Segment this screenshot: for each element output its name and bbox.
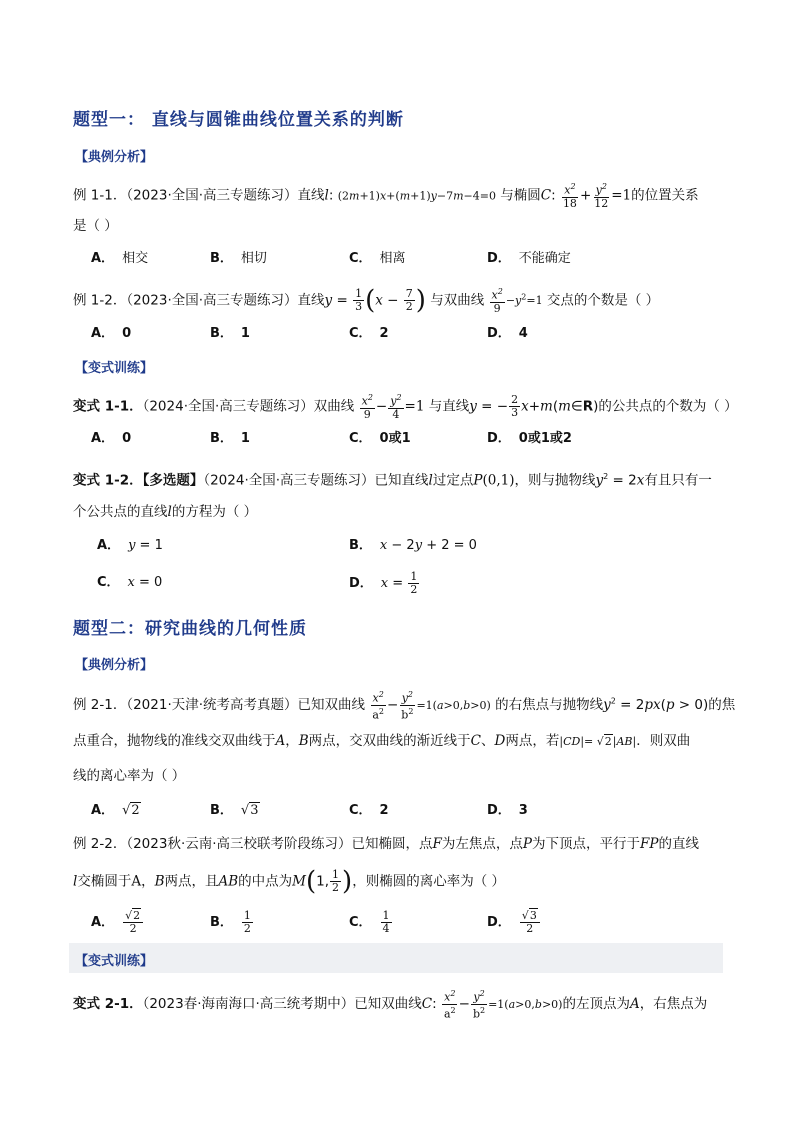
ex2-1-option-d[interactable]: D． 3 <box>487 803 528 818</box>
example-2-2-line2: l交椭圆于A，B两点，且AB的中点为M(1, $\frac{1}{2}$ )，则椭圆的离心率为（ ） <box>73 866 505 897</box>
tag-example-2: 【典例分析】 <box>75 658 154 673</box>
tag-example-1: 【典例分析】 <box>75 150 154 165</box>
example-1-1-line2: 是（ ） <box>73 218 118 234</box>
ex1-1-option-c[interactable]: C． 相离 <box>349 251 406 266</box>
variant-1-2-line2: 个公共点的直线l的方程为（ ） <box>73 504 258 520</box>
variant-2-1: 变式 2-1．（2023春·海南海口·高三统考期中）已知双曲线C: $\frac{x^2}{a^2}$ − $\frac{y^2}{b^2}$ =1(a>0,b>0)的左顶点为A，右焦点为 <box>73 989 708 1021</box>
ex2-2-option-a[interactable]: A． $\frac{√2}{2}$ <box>91 910 144 935</box>
var1-2-option-d[interactable]: D． x = $\frac{1}{2}$ <box>349 570 418 596</box>
variant-1-2: 变式 1-2．【多选题】（2024·全国·高三专题练习）已知直线l过定点P(0,1)，则与抛物线$y^2 = 2x$有且只有一 <box>73 472 712 489</box>
var1-2-option-c[interactable]: C． x = 0 <box>97 575 163 590</box>
tag-practice-2: 【变式训练】 <box>75 954 154 969</box>
var1-2-option-a[interactable]: A． y = 1 <box>97 538 163 553</box>
var1-1-option-c[interactable]: C． 0或1 <box>349 431 411 446</box>
example-1-1: 例 1-1．（2023·全国·高三专题练习）直线l: (2m+1)x+(m+1)y−7m−4=0 与椭圆C: $\frac{x^2}{18}$ + $\frac{y^2}{12}$ =1的位置关系 <box>73 182 699 210</box>
tag-practice-1: 【变式训练】 <box>75 361 154 376</box>
variant-1-1: 变式 1-1．（2024·全国·高三专题练习）双曲线 $\frac{x^2}{9}$ − $\frac{y^2}{4}$ =1 与直线y = − $\frac{2}{3}$ x+m(m∈R)的公共点的个数为（ ） <box>73 392 738 421</box>
ex2-2-option-b[interactable]: B． $\frac{1}{2}$ <box>210 909 251 935</box>
ex2-1-option-a[interactable]: A． √2 <box>91 803 140 818</box>
var1-1-option-a[interactable]: A． 0 <box>91 431 132 446</box>
practice-banner <box>69 943 723 973</box>
example-1-2: 例 1-2．（2023·全国·高三专题练习）直线y = $\frac{1}{3}$ (x − $\frac{7}{2}$ ) 与双曲线 $\frac{x^2}{9}$ $-y^2=1$ 交点的个数是（ ） <box>73 285 660 316</box>
ex1-2-option-c[interactable]: C． 2 <box>349 326 389 341</box>
var1-2-option-b[interactable]: B． x − 2y + 2 = 0 <box>349 538 477 553</box>
section-title-2: 题型二：研究曲线的几何性质 <box>73 619 307 639</box>
example-2-1-line3: 线的离心率为（ ） <box>73 768 186 784</box>
ex1-1-option-d[interactable]: D． 不能确定 <box>487 251 571 266</box>
ex1-1-option-b[interactable]: B． 相切 <box>210 251 267 266</box>
example-1-2-label: 例 1-2．（2023·全国·高三专题练习）直线 <box>73 292 325 309</box>
ex2-1-option-c[interactable]: C． 2 <box>349 803 389 818</box>
ex1-2-option-d[interactable]: D． 4 <box>487 326 528 341</box>
var1-1-option-b[interactable]: B． 1 <box>210 431 250 446</box>
example-2-1-line2: 点重合，抛物线的准线交双曲线于A，B两点，交双曲线的渐近线于C、D两点，若|CD|= √2|AB|．则双曲 <box>73 733 691 749</box>
example-2-1: 例 2-1．（2021·天津·统考高考真题）已知双曲线 $\frac{x^2}{a^2}$ − $\frac{y^2}{b^2}$ =1(a>0,b>0) 的右焦点与抛物线$y^2 = 2px(p > 0)$的焦 <box>73 690 736 722</box>
ex2-2-option-c[interactable]: C． $\frac{1}{4}$ <box>349 909 390 935</box>
section-title-1: 题型一： 直线与圆锥曲线位置关系的判断 <box>73 110 404 130</box>
ex1-2-option-b[interactable]: B． 1 <box>210 326 250 341</box>
example-2-2: 例 2-2．（2023秋·云南·高三校联考阶段练习）已知椭圆，点F为左焦点，点P为下顶点，平行于FP的直线 <box>73 836 699 852</box>
example-1-1-label: 例 1-1．（2023·全国·高三专题练习）直线 <box>73 187 325 204</box>
ex1-2-option-a[interactable]: A． 0 <box>91 326 132 341</box>
ex2-2-option-d[interactable]: D． $\frac{√3}{2}$ <box>487 910 541 935</box>
ex1-1-option-a[interactable]: A． 相交 <box>91 251 149 266</box>
var1-1-option-d[interactable]: D． 0或1或2 <box>487 431 572 446</box>
ex2-1-option-b[interactable]: B． √3 <box>210 803 259 818</box>
